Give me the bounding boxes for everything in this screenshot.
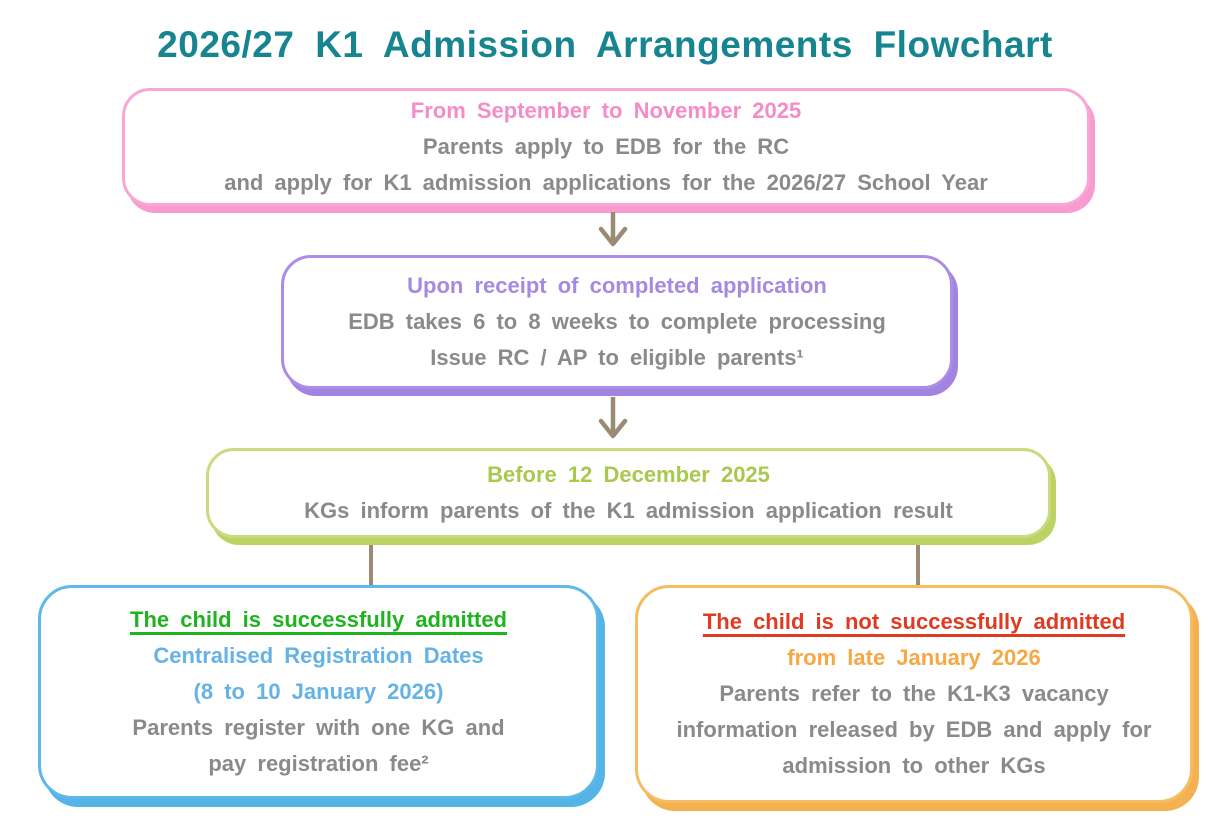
stage-result-line: KGs inform parents of the K1 admission application result — [304, 498, 953, 523]
stage-box-result — [206, 448, 1051, 538]
down-arrow-icon — [601, 212, 625, 244]
stage-not-admitted-subheading: from late January 2026 — [787, 645, 1041, 670]
stage-box-admitted — [38, 585, 599, 799]
stage-result-heading: Before 12 December 2025 — [487, 462, 770, 487]
stage-processing-line: Issue RC / AP to eligible parents¹ — [430, 345, 804, 370]
page-title: 2026/27 K1 Admission Arrangements Flowchart — [157, 24, 1053, 65]
stage-admitted-line: Parents register with one KG and — [132, 715, 505, 740]
stage-apply-heading: From September to November 2025 — [410, 98, 802, 123]
stage-box-processing — [281, 255, 953, 389]
stage-not-admitted-heading: The child is not successfully admitted — [702, 609, 1126, 634]
stage-box-not-admitted — [635, 585, 1193, 803]
down-arrow-icon — [601, 397, 625, 436]
stage-admitted-subheading: Centralised Registration Dates — [153, 643, 484, 668]
stage-apply-line: Parents apply to EDB for the RC — [422, 134, 790, 159]
stage-not-admitted-line: Parents refer to the K1-K3 vacancy — [719, 681, 1109, 706]
stage-processing-line: EDB takes 6 to 8 weeks to complete processing — [348, 309, 886, 334]
stage-not-admitted-line: information released by EDB and apply for — [676, 717, 1152, 742]
stage-admitted-line: pay registration fee² — [208, 751, 429, 776]
stage-apply-line: and apply for K1 admission applications for the 2026/27 School Year — [224, 170, 988, 195]
stage-admitted-heading: The child is successfully admitted — [130, 607, 507, 632]
stage-admitted-subheading: (8 to 10 January 2026) — [193, 679, 444, 704]
stage-box-apply — [122, 88, 1090, 206]
stage-not-admitted-line: admission to other KGs — [782, 753, 1046, 778]
stage-processing-heading: Upon receipt of completed application — [407, 273, 827, 298]
